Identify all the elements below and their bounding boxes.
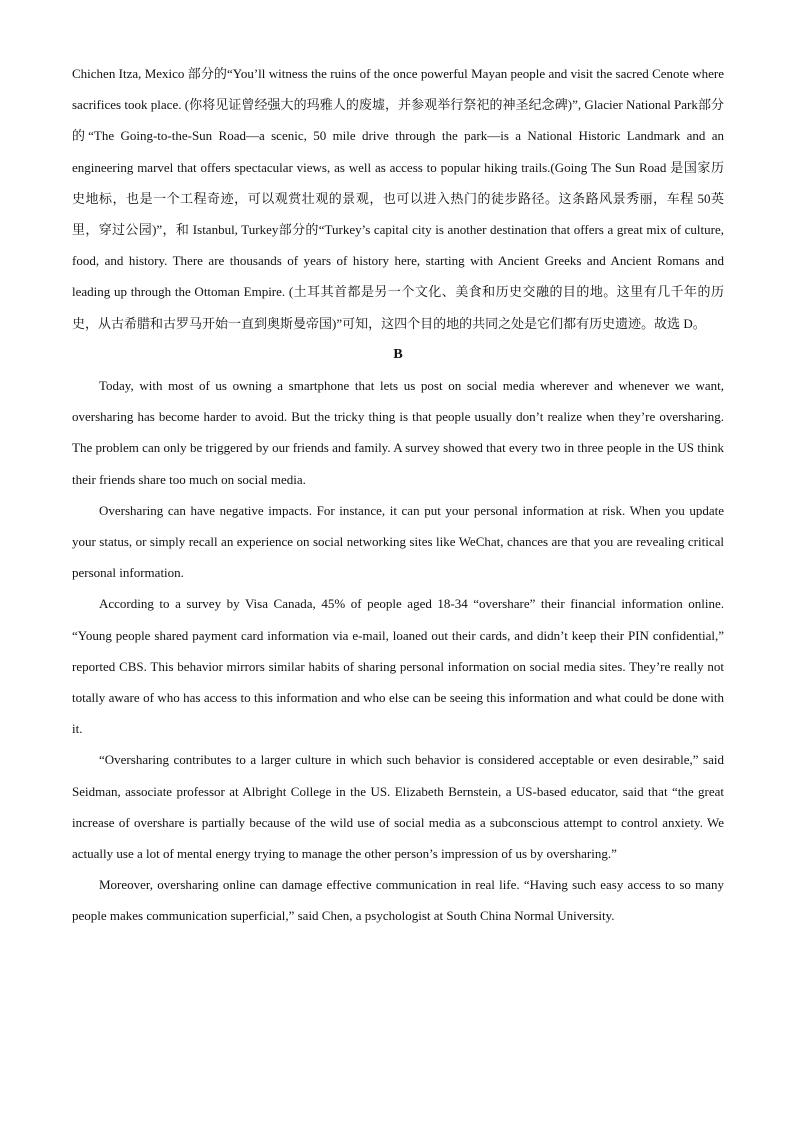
section-heading: B bbox=[393, 346, 403, 362]
passage-paragraph-3: According to a survey by Visa Canada, 45% of people aged 18-34 “overshare” their financial information online. “Young people shared payment card information via e-mail, loaned out their cards, and didn’t keep their PIN confidential,” reported CBS. This behavior mirrors similar habits of sharing personal information on social media sites. They’re really not totally aware of who has access to this information and who else can be seeing this information and what could be done with it. bbox=[72, 596, 724, 737]
passage-paragraph-2: Oversharing can have negative impacts. For instance, it can put your personal information at risk. When you update your status, or simply recall an experience on social networking sites like WeChat, chances are that you are revealing critical personal information. bbox=[72, 502, 724, 581]
passage-paragraph-4: “Oversharing contributes to a larger culture in which such behavior is considered acceptable or even desirable,” said Seidman, associate professor at Albright College in the US. Elizabeth Bernstein, a US-based educator, said that “the great increase of overshare is partially because of the wild use of social media as a subconscious attempt to control anxiety. We actually use a lot of mental energy trying to manage the other person’s impression of us by oversharing.” bbox=[72, 752, 724, 862]
document-page bbox=[72, 58, 724, 932]
passage-paragraph-5: Moreover, oversharing online can damage effective communication in real life. “Having such easy access to so many people makes communication superficial,” said Chen, a psychologist at South China Normal University. bbox=[72, 877, 724, 924]
passage-paragraph-1: Today, with most of us owning a smartphone that lets us post on social media wherever and whenever we want, oversharing has become harder to avoid. But the tricky thing is that people usually don’t realize when they’re oversharing. The problem can only be triggered by our friends and family. A survey showed that every two in three people in the US think their friends share too much on social media. bbox=[72, 378, 724, 487]
answer-explanation-paragraph: Chichen Itza, Mexico 部分的“You’ll witness the ruins of the once powerful Mayan people and visit the sacred Cenote where sacrifices took place. (你将见证曾经强大的玛雅人的废墟，并参观举行祭祀的神圣纪念碑)”, Glacier National Park部分的“The Going-to-the-Sun Road—a scenic, 50 mile drive through the park—is a National Historic Landmark and an engineering marvel that offers spectacular views, as well as access to popular hiking trails.(Going The Sun Road 是国家历史地标，也是一个工程奇迹，可以观赏壮观的景观，也可以进入热门的徒步路径。这条路风景秀丽，车程 50英里，穿过公园)”，和 Istanbul, Turkey部分的“Turkey’s capital city is another destination that offers a great mix of culture, food, and history. There are thousands of years of history here, starting with Ancient Greeks and Ancient Romans and leading up through the Ottoman Empire. (土耳其首都是另一个文化、美食和历史交融的目的地。这里有几千年的历史，从古希腊和古罗马开始一直到奥斯曼帝国)”可知，这四个目的地的共同之处是它们都有历史遗迹。故选 D。 bbox=[72, 66, 724, 331]
